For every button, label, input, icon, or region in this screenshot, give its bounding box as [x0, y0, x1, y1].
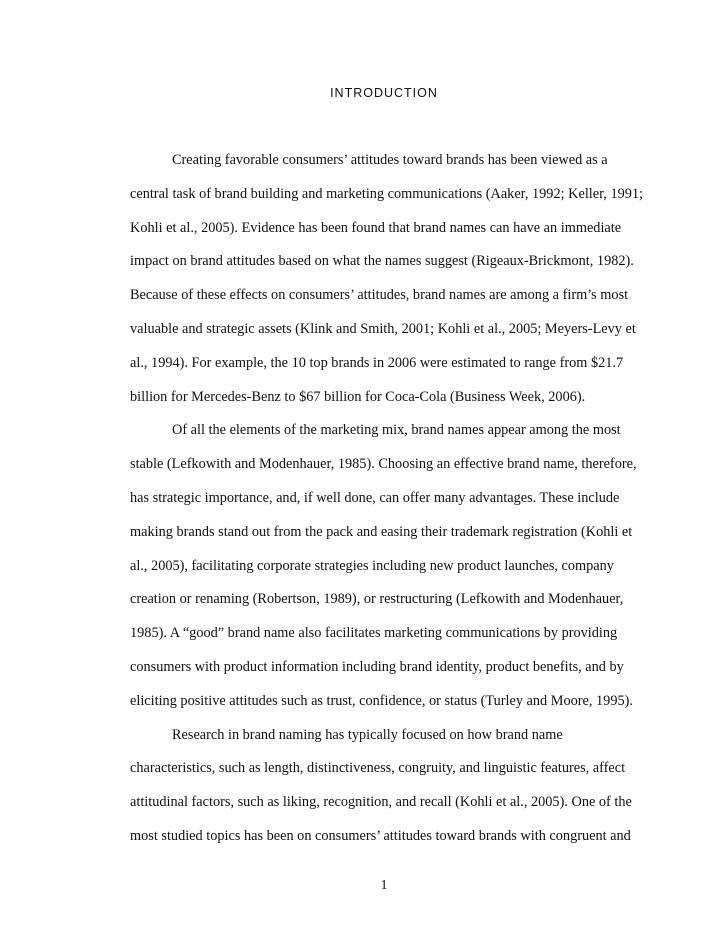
- paragraph-1-line-5: Because of these effects on consumers’ attitudes, brand names are among a firm’s most: [130, 287, 629, 304]
- paragraph-2-line-2: stable (Lefkowith and Modenhauer, 1985). Choosing an effective brand name, therefore,: [130, 456, 637, 473]
- paragraph-3-line-1: Research in brand naming has typically focused on how brand name: [172, 726, 563, 743]
- paragraph-2-line-6: creation or renaming (Robertson, 1989), or restructuring (Lefkowith and Modenhauer,: [130, 591, 624, 608]
- paragraph-2-line-1: Of all the elements of the marketing mix, brand names appear among the most: [172, 422, 621, 439]
- paragraph-2-line-7: 1985). A “good” brand name also facilitates marketing communications by providing: [130, 625, 618, 642]
- paragraph-1-line-7: al., 1994). For example, the 10 top brands in 2006 were estimated to range from $21.7: [130, 354, 624, 371]
- paragraph-1-line-6: valuable and strategic assets (Klink and Smith, 2001; Kohli et al., 2005; Meyers-Levy et: [130, 320, 636, 337]
- body-text: [130, 150, 644, 860]
- section-heading: INTRODUCTION: [330, 86, 438, 100]
- paragraph-2-line-5: al., 2005), facilitating corporate strategies including new product launches, company: [130, 557, 614, 574]
- paragraph-2-line-3: has strategic importance, and, if well done, can offer many advantages. These include: [130, 489, 620, 506]
- paragraph-3-line-3: attitudinal factors, such as liking, recognition, and recall (Kohli et al., 2005). One of the: [130, 794, 632, 811]
- paragraph-1-line-4: impact on brand attitudes based on what the names suggest (Rigeaux-Brickmont, 1982).: [130, 253, 634, 270]
- paragraph-1-line-2: central task of brand building and marketing communications (Aaker, 1992; Keller, 1991;: [130, 185, 644, 202]
- paragraph-2-line-9: eliciting positive attitudes such as trust, confidence, or status (Turley and Moore, 1995).: [130, 692, 633, 709]
- paragraph-2-line-8: consumers with product information including brand identity, product benefits, and by: [130, 658, 624, 675]
- paragraph-1-line-8: billion for Mercedes-Benz to $67 billion for Coca-Cola (Business Week, 2006).: [130, 388, 586, 405]
- paragraph-3-line-4: most studied topics has been on consumers’ attitudes toward brands with congruent and: [130, 827, 631, 844]
- paragraph-3-line-2: characteristics, such as length, distinctiveness, congruity, and linguistic features, affect: [130, 760, 626, 777]
- page-number: 1: [380, 878, 388, 893]
- paragraph-2-line-4: making brands stand out from the pack and easing their trademark registration (Kohli et: [130, 523, 633, 540]
- paragraph-1-line-3: Kohli et al., 2005). Evidence has been found that brand names can have an immediate: [130, 219, 622, 236]
- paragraph-1-line-1: Creating favorable consumers’ attitudes toward brands has been viewed as a: [172, 152, 608, 168]
